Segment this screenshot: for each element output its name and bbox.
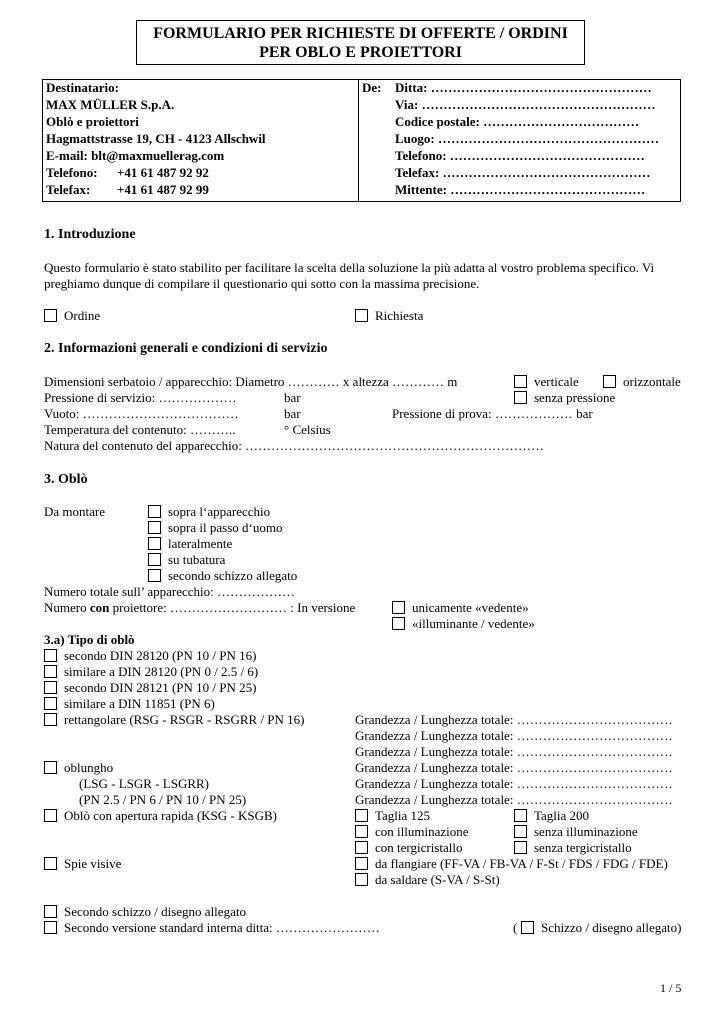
recipient-fax-label: Telefax: <box>46 182 91 197</box>
mount-lateral-checkbox[interactable] <box>148 537 161 550</box>
section3-heading: 3. Oblò <box>44 472 88 487</box>
type-din28120-label: secondo DIN 28120 (PN 10 / PN 16) <box>64 648 257 663</box>
size-field-5[interactable]: Grandezza / Lunghezza totale: ……………………………… <box>355 776 673 791</box>
type-oblong-pressures: (PN 2.5 / PN 6 / PN 10 / PN 25) <box>79 792 247 807</box>
no-pressure-label: senza pressione <box>534 390 616 405</box>
request-label: Richiesta <box>375 308 424 323</box>
sender-de-label: De: <box>362 80 382 95</box>
type-similar-din11851-label: similare a DIN 11851 (PN 6) <box>64 696 215 711</box>
type-rectangular-checkbox[interactable] <box>44 713 57 726</box>
type-rectangular-label: rettangolare (RSG - RSGR - RSGRR / PN 16) <box>64 712 305 727</box>
sketch-attached-label: Schizzo / disegno allegato) <box>541 920 682 935</box>
with-projector-bold: con <box>89 600 110 615</box>
type-oblong-checkbox[interactable] <box>44 761 57 774</box>
type-sight-glass-label: Spie visive <box>64 856 122 871</box>
size-field-2[interactable]: Grandezza / Lunghezza totale: ……………………………… <box>355 728 673 743</box>
version-viewing-checkbox[interactable] <box>392 601 405 614</box>
type-oblong-models: (LSG - LSGR - LSGRR) <box>79 776 210 791</box>
section1-heading: 1. Introduzione <box>44 227 136 242</box>
sketch-attached-checkbox[interactable] <box>521 921 534 934</box>
dimensions-field[interactable]: Dimensioni serbatoio / apparecchio: Diametro ………… x altezza ………… m <box>44 374 458 389</box>
with-wiper-label: con tergicristallo <box>375 840 463 855</box>
sender-postcode-field[interactable]: Codice postale: ……………………………… <box>395 114 640 129</box>
mount-per-sketch-label: secondo schizzo allegato <box>168 568 298 583</box>
per-drawing-checkbox[interactable] <box>44 905 57 918</box>
no-pressure-checkbox[interactable] <box>514 391 527 404</box>
version-illuminating-checkbox[interactable] <box>392 617 405 630</box>
flanged-checkbox[interactable] <box>355 857 368 870</box>
pressure-unit: bar <box>284 390 301 405</box>
mount-on-manhole-label: sopra il passo d‘uomo <box>168 520 283 535</box>
size-field-3[interactable]: Grandezza / Lunghezza totale: ……………………………… <box>355 744 673 759</box>
vertical-label: verticale <box>534 374 579 389</box>
with-projector-suffix: proiettore: ……………………… : In versione <box>109 600 356 615</box>
sender-phone-field[interactable]: Telefono: ……………………………………… <box>395 148 645 163</box>
mount-on-apparatus-label: sopra l‘apparecchio <box>168 504 271 519</box>
temperature-unit: ° Celsius <box>284 422 331 437</box>
size-field-6[interactable]: Grandezza / Lunghezza totale: ……………………………… <box>355 792 673 807</box>
form-title-box <box>136 20 585 65</box>
version-viewing-label: unicamente «vedente» <box>412 600 529 615</box>
intro-paragraph-line2: preghiamo dunque di compilare il questionario qui sotto con la massima precisione. <box>44 276 480 291</box>
page-number: 1 / 5 <box>660 981 682 995</box>
recipient-division: Oblò e proiettori <box>46 114 139 129</box>
without-wiper-checkbox[interactable] <box>514 841 527 854</box>
sender-street-field[interactable]: Via: ……………………………………………… <box>395 97 656 112</box>
sender-fax-field[interactable]: Telefax: ………………………………………… <box>395 165 651 180</box>
mount-lateral-label: lateralmente <box>168 536 233 551</box>
type-din28121-label: secondo DIN 28121 (PN 10 / PN 25) <box>64 680 257 695</box>
with-projector-field[interactable] <box>44 600 355 616</box>
flanged-label: da flangiare (FF-VA / FB-VA / F-St / FDS / FDG / FDE) <box>375 856 668 871</box>
order-checkbox[interactable] <box>44 309 57 322</box>
recipient-heading: Destinatario: <box>46 80 119 95</box>
recipient-address: Hagmattstrasse 19, CH - 4123 Allschwil <box>46 131 266 146</box>
without-wiper-label: senza tergicristallo <box>534 840 632 855</box>
mount-on-pipe-label: su tubatura <box>168 552 226 567</box>
total-number-field[interactable]: Numero totale sull’ apparecchio: ……………… <box>44 584 296 599</box>
content-nature-field[interactable]: Natura del contenuto del apparecchio: …………………………………………………………… <box>44 438 545 453</box>
with-light-checkbox[interactable] <box>355 825 368 838</box>
vertical-checkbox[interactable] <box>514 375 527 388</box>
recipient-phone-label: Telefono: <box>46 165 98 180</box>
size-field-1[interactable]: Grandezza / Lunghezza totale: ……………………………… <box>355 712 673 727</box>
size-200-label: Taglia 200 <box>534 808 590 823</box>
type-similar-din28120-label: similare a DIN 28120 (PN 0 / 2.5 / 6) <box>64 664 259 679</box>
type-din28121-checkbox[interactable] <box>44 681 57 694</box>
type-similar-din28120-checkbox[interactable] <box>44 665 57 678</box>
horizontal-label: orizzontale <box>623 374 681 389</box>
form-title-line1: FORMULARIO PER RICHIESTE DI OFFERTE / ORDINI <box>153 25 568 42</box>
size-125-label: Taglia 125 <box>375 808 431 823</box>
with-wiper-checkbox[interactable] <box>355 841 368 854</box>
mount-on-manhole-checkbox[interactable] <box>148 521 161 534</box>
horizontal-checkbox[interactable] <box>603 375 616 388</box>
recipient-company: MAX MÜLLER S.p.A. <box>46 97 175 112</box>
mount-on-apparatus-checkbox[interactable] <box>148 505 161 518</box>
standard-version-field[interactable]: Secondo versione standard interna ditta: …………………… <box>64 920 380 935</box>
size-field-4[interactable]: Grandezza / Lunghezza totale: ……………………………… <box>355 760 673 775</box>
sketch-paren-open: ( <box>513 920 518 935</box>
sender-name-field[interactable]: Mittente: ……………………………………… <box>395 182 646 197</box>
sender-city-field[interactable]: Luogo: …………………………………………… <box>395 131 659 146</box>
sender-company-field[interactable]: Ditta: …………………………………………… <box>395 80 652 95</box>
type-quick-opening-label: Oblò con apertura rapida (KSG - KSGB) <box>64 808 278 823</box>
address-divider <box>358 80 359 201</box>
test-pressure-field[interactable]: Pressione di prova: ……………… bar <box>392 406 593 421</box>
temperature-field[interactable]: Temperatura del contenuto: ……….. <box>44 422 236 437</box>
with-projector-prefix: Numero <box>44 600 90 615</box>
welded-label: da saldare (S-VA / S-St) <box>375 872 500 887</box>
standard-version-checkbox[interactable] <box>44 921 57 934</box>
order-label: Ordine <box>64 308 101 323</box>
section2-heading: 2. Informazioni generali e condizioni di servizio <box>44 341 328 356</box>
version-illuminating-label: «illuminante / vedente» <box>412 616 535 631</box>
type-sight-glass-checkbox[interactable] <box>44 857 57 870</box>
type-subheading: 3.a) Tipo di oblò <box>44 632 135 647</box>
per-drawing-label: Secondo schizzo / disegno allegato <box>64 904 246 919</box>
recipient-fax: +41 61 487 92 99 <box>117 182 209 197</box>
pressure-field[interactable]: Pressione di servizio: ……………… <box>44 390 237 405</box>
type-din28120-checkbox[interactable] <box>44 649 57 662</box>
size-200-checkbox[interactable] <box>514 809 527 822</box>
type-quick-opening-checkbox[interactable] <box>44 809 57 822</box>
recipient-phone: +41 61 487 92 92 <box>117 165 209 180</box>
type-similar-din11851-checkbox[interactable] <box>44 697 57 710</box>
type-oblong-label: oblungho <box>64 760 114 775</box>
recipient-email: E-mail: blt@maxmuellerag.com <box>46 148 225 163</box>
welded-checkbox[interactable] <box>355 873 368 886</box>
vacuum-unit: bar <box>284 406 301 421</box>
with-light-label: con illuminazione <box>375 824 469 839</box>
mount-per-sketch-checkbox[interactable] <box>148 569 161 582</box>
without-light-label: senza illuminazione <box>534 824 638 839</box>
request-checkbox[interactable] <box>355 309 368 322</box>
vacuum-field[interactable]: Vuoto: ……………………………… <box>44 406 239 421</box>
size-125-checkbox[interactable] <box>355 809 368 822</box>
mount-on-pipe-checkbox[interactable] <box>148 553 161 566</box>
intro-paragraph-line1: Questo formulario è stato stabilito per facilitare la scelta della soluzione la più adatta al vostro problema specifico. Vi <box>44 260 655 275</box>
mount-label: Da montare <box>44 504 106 519</box>
form-title-line2: PER OBLO E PROIETTORI <box>259 44 462 61</box>
without-light-checkbox[interactable] <box>514 825 527 838</box>
